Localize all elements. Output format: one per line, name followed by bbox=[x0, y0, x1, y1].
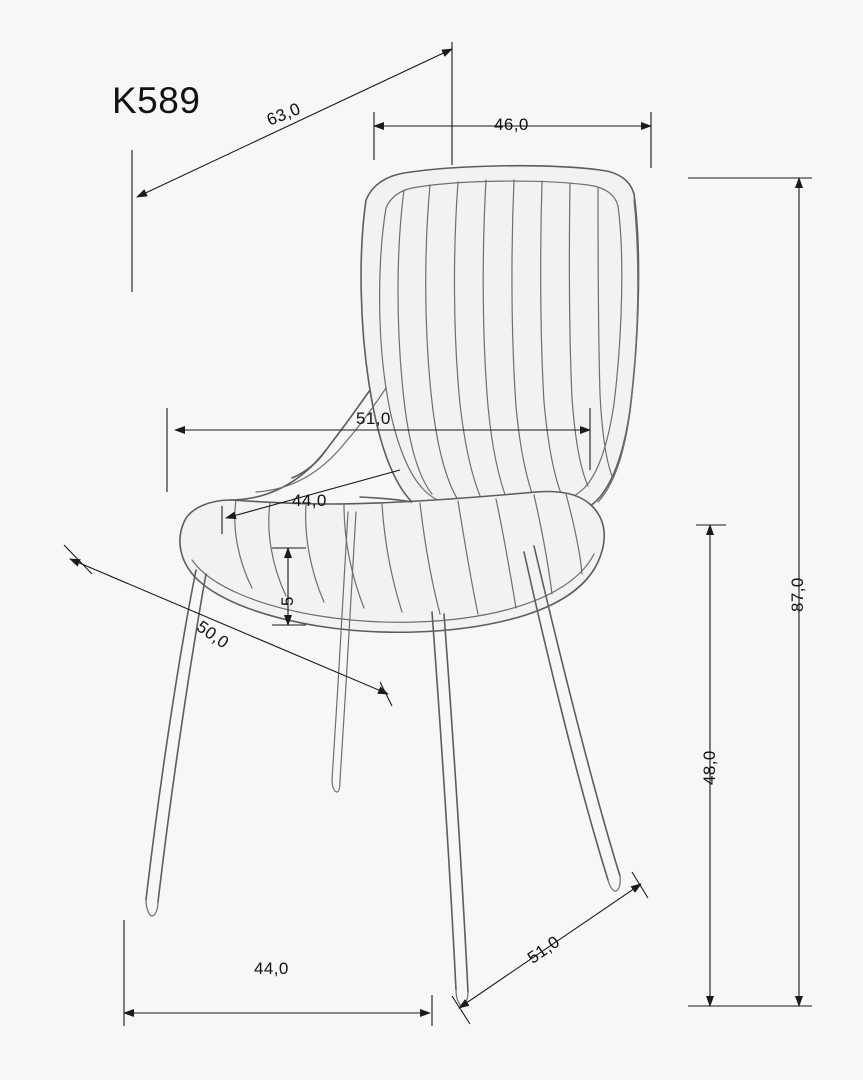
chair-illustration bbox=[146, 166, 639, 1006]
dim-label-depth-diagonal-lower: 50,0 bbox=[193, 617, 233, 653]
dim-label-depth-overall: 63,0 bbox=[264, 99, 304, 130]
dim-label-seat-thickness: 5 bbox=[278, 596, 297, 606]
dim-label-depth-base-side: 51,0 bbox=[524, 932, 564, 968]
model-title: K589 bbox=[112, 80, 201, 121]
dim-label-width-top: 46,0 bbox=[494, 115, 529, 134]
dim-label-height-overall: 87,0 bbox=[788, 577, 807, 612]
dim-label-width-base-front: 44,0 bbox=[254, 959, 289, 978]
dim-label-seat-width-upper: 51,0 bbox=[356, 409, 391, 428]
dim-label-seat-depth-inner: 44,0 bbox=[292, 491, 327, 510]
dim-label-height-seat: 48,0 bbox=[700, 750, 719, 785]
